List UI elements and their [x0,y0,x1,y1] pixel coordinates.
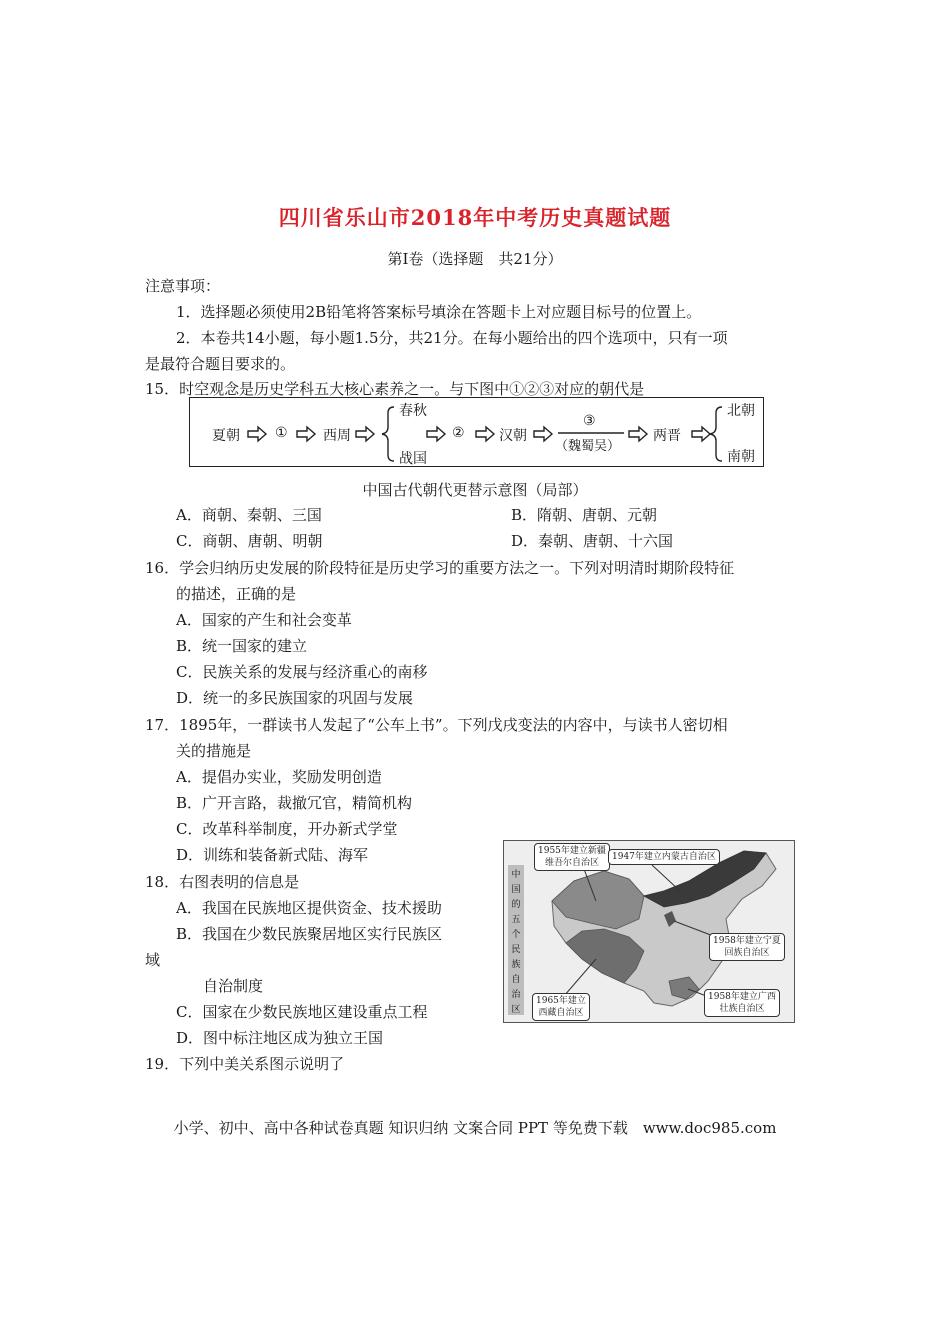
diagram-caption: 中国古代朝代更替示意图（局部） [362,481,588,499]
q18-option-b: B．我国在少数民族聚居地区实行民族区 [176,925,443,943]
diagram-xia: 夏朝 [212,428,240,444]
side-char: 自 [511,975,521,985]
q17-option-a: A．提倡办实业，奖励发明创造 [176,768,382,786]
q15-option-d: D．秦朝、唐朝、十六国 [511,532,674,550]
diagram-blank-3: ③ [583,413,596,429]
q18-option-b-cont: 自治制度 [203,977,264,995]
q16-option-b: B．统一国家的建立 [176,637,308,655]
q15-option-c: C．商朝、唐朝、明朝 [176,532,323,550]
side-char: 五 [511,915,521,925]
side-char: 的 [511,900,521,910]
q16-option-a: A．国家的产生和社会变革 [176,611,352,629]
diagram-blank-2: ② [452,425,465,441]
q15-option-b: B．隋朝、唐朝、元朝 [511,506,658,524]
side-char: 民 [511,945,521,955]
page-title: 四川省乐山市2018年中考历史真题试题 [278,205,672,230]
q17-option-c: C．改革科举制度，开办新式学堂 [176,820,398,838]
side-char: 族 [511,960,521,970]
q17-option-b: B．广开言路，裁撤冗官，精简机构 [176,794,413,812]
side-char: 区 [511,1005,521,1015]
notice-item-2-cont: 是最符合题目要求的。 [145,355,296,373]
q18-option-a: A．我国在民族地区提供资金、技术援助 [176,899,442,917]
diagram-liangjin: 两晋 [653,428,681,444]
guangxi-callout: 1958年建立广西 壮族自治区 [704,989,780,1017]
question-17-stem: 17．1895年，一群读书人发起了“公车上书”。下列戊戌变法的内容中，与读书人密切相 [145,716,728,734]
diagram-beichao: 北朝 [727,403,755,419]
question-16-stem-cont: 的描述，正确的是 [176,585,297,603]
q16-option-c: C．民族关系的发展与经济重心的南移 [176,663,428,681]
xizang-callout: 1965年建立 西藏自治区 [532,993,590,1021]
q15-option-a: A．商朝、秦朝、三国 [176,506,322,524]
notice-item-1: 1．选择题必须使用2B铅笔将答案标号填涂在答题卡上对应题目标号的位置上。 [176,303,702,321]
q18-option-d: D．图中标注地区成为独立王国 [176,1029,384,1047]
diagram-weishuwu: （魏蜀吴） [555,439,621,454]
diagram-zhanguo: 战国 [399,451,427,467]
q17-option-d: D．训练和装备新式陆、海军 [176,846,369,864]
diagram-xizhou: 西周 [323,428,351,444]
question-18-stem: 18．右图表明的信息是 [145,873,300,891]
diagram-nanchao: 南朝 [727,449,755,465]
question-15-stem: 15．时空观念是历史学科五大核心素养之一。与下图中①②③对应的朝代是 [145,380,645,398]
q18-option-c: C．国家在少数民族地区建设重点工程 [176,1003,428,1021]
side-char: 中 [511,870,521,880]
diagram-hanchao: 汉朝 [499,428,527,444]
section-heading: 第Ⅰ卷（选择题 共21分） [387,250,563,268]
side-char: 国 [511,885,521,895]
q18-option-b-wrap: 域 [145,951,161,969]
dynasty-diagram [189,397,764,467]
notice-item-2: 2．本卷共14小题，每小题1.5分，共21分。在每小题给出的四个选项中，只有一项 [176,329,728,347]
notice-heading: 注意事项： [145,277,221,295]
autonomous-regions-map [503,840,795,1023]
page-footer: 小学、初中、高中各种试卷真题 知识归纳 文案合同 PPT 等免费下载 www.doc985.com [173,1119,777,1137]
ningxia-callout: 1958年建立宁夏 回族自治区 [709,933,785,961]
diagram-chunqiu: 春秋 [399,403,427,419]
xinjiang-callout: 1955年建立新疆 维吾尔自治区 [534,843,610,871]
side-char: 个 [511,930,521,940]
side-char: 治 [511,990,521,1000]
neimenggu-callout: 1947年建立内蒙古自治区 [608,849,720,865]
q16-option-d: D．统一的多民族国家的巩固与发展 [176,689,414,707]
diagram-blank-1: ① [275,425,288,441]
question-17-stem-cont: 关的措施是 [176,742,252,760]
question-16-stem: 16．学会归纳历史发展的阶段特征是历史学习的重要方法之一。下列对明清时期阶段特征 [145,559,735,577]
question-19-stem: 19．下列中美关系图示说明了 [145,1055,345,1073]
